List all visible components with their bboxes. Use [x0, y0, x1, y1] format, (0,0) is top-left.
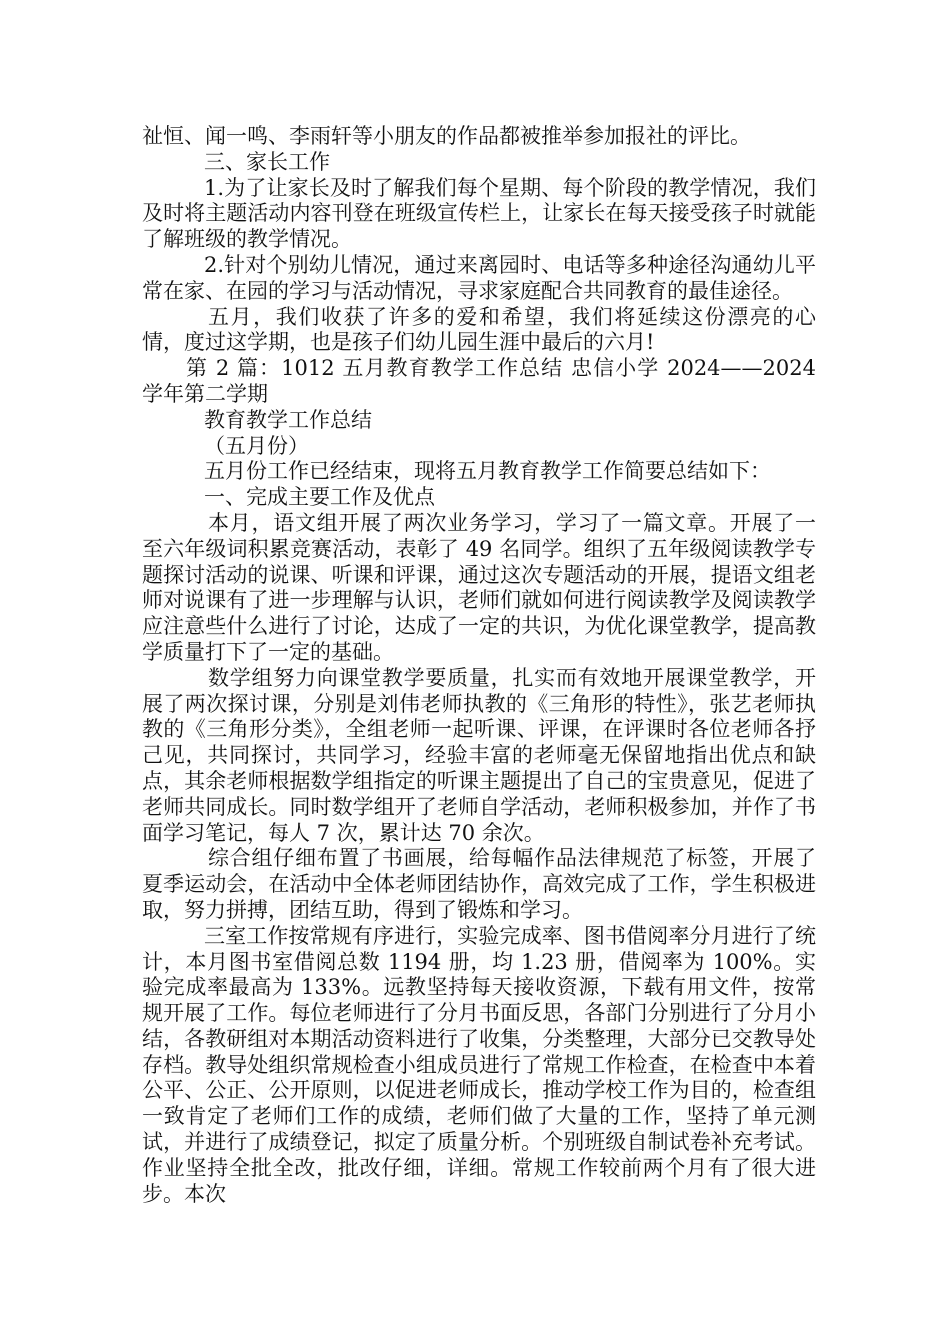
section-heading-parent-work: 三、家长工作 [204, 149, 330, 174]
paragraph-may-conclusion: 五月，我们收获了许多的爱和希望，我们将延续这份漂亮的心情，度过这学期，也是孩子们幼儿园生涯中最后的六月! [142, 304, 816, 355]
paragraph-integrated-group: 综合组仔细布置了书画展，给每幅作品法律规范了标签，开展了夏季运动会，在活动中全体老师团结协作，高效完成了工作，学生积极进取，努力拼搏，团结互助，得到了锻炼和学习。 [142, 846, 816, 922]
article-2-title: 第 2 篇：1012 五月教育教学工作总结 忠信小学 2024——2024 学年第二学期 [142, 356, 816, 406]
section-heading-main-work: 一、完成主要工作及优点 [204, 485, 435, 510]
article-2-subtitle: 教育教学工作总结 [204, 407, 372, 432]
paragraph-three-rooms: 三室工作按常规有序进行，实验完成率、图书借阅率分月进行了统计，本月图书室借阅总数 1194 册，均 1.23 册，借阅率为 100%。实验完成率最高为 133%。远教坚持每天接收资源，下载有用文件，按常规开展了工作。每位老师进行了分月书面反思，各部门分别进行了分月小结，各教研组对本期活动资料进行了收集，分类整理，大部分已交教导处存档。教导处组织常规检查小组成员进行了常规工作检查，在检查中本着公平、公正、公开原则，以促进老师成长，推动学校工作为目的，检查组一致肯定了老师们工作的成绩，老师们做了大量的工作，坚持了单元测试，并进行了成绩登记，拟定了质量分析。个别班级自制试卷补充考试。作业坚持全批全改，批改仔细，详细。常规工作较前两个月有了很大进步。本次 [142, 923, 816, 1206]
document-page [142, 124, 816, 1207]
paragraph-parent-work-2: 2.针对个别幼儿情况，通过来离园时、电话等多种途径沟通幼儿平常在家、在园的学习与活动情况，寻求家庭配合共同教育的最佳途径。 [142, 252, 816, 303]
article-2-intro: 五月份工作已经结束，现将五月教育教学工作简要总结如下： [204, 459, 771, 484]
paragraph-chinese-group: 本月，语文组开展了两次业务学习，学习了一篇文章。开展了一至六年级词积累竞赛活动，表彰了 49 名同学。组织了五年级阅读教学专题探讨活动的说课、听课和评课，通过这次专题活动的开展，提语文组老师对说课有了进一步理解与认识，老师们就如何进行阅读教学及阅读教学应注意些什么进行了讨论，达成了一定的共识，为优化课堂教学，提高教学质量打下了一定的基础。 [142, 510, 816, 664]
article-2-month: （五月份） [204, 433, 309, 458]
paragraph-math-group: 数学组努力向课堂教学要质量，扎实而有效地开展课堂教学，开展了两次探讨课，分别是刘伟老师执教的《三角形的特性》，张艺老师执教的《三角形分类》，全组老师一起听课、评课，在评课时各位老师各抒己见，共同探讨，共同学习，经验丰富的老师毫无保留地指出优点和缺点，其余老师根据数学组指定的听课主题提出了自己的宝贵意见，促进了老师共同成长。同时数学组开了老师自学活动，老师积极参加，并作了书面学习笔记，每人 7 次，累计达 70 余次。 [142, 665, 816, 845]
paragraph-parent-work-1: 1.为了让家长及时了解我们每个星期、每个阶段的教学情况，我们及时将主题活动内容刊登在班级宣传栏上，让家长在每天接受孩子时就能了解班级的教学情况。 [142, 175, 816, 252]
paragraph-continued: 祉恒、闻一鸣、李雨轩等小朋友的作品都被推举参加报社的评比。 [142, 124, 751, 148]
